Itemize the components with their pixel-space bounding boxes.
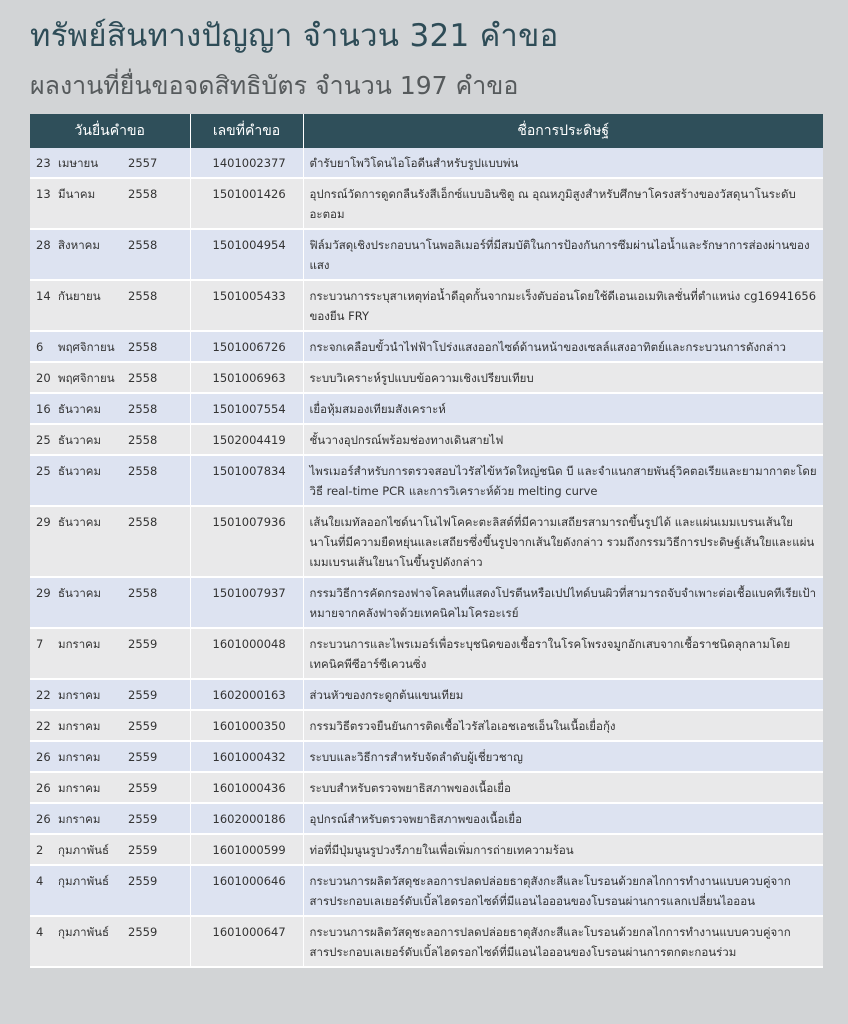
invention-title-cell: กรรมวิธีตรวจยืนยันการติดเชื้อไวรัสไอเอชเอชเอ็นในเนื้อเยื่อกุ้ง [303,710,823,741]
application-number-cell: 1501005433 [190,280,303,331]
table-row [30,424,823,455]
invention-title-cell: ฟิล์มวัสดุเชิงประกอบนาโนพอลิเมอร์ที่มีสมบัติในการป้องกันการซึมผ่านไอน้ำและรักษาการส่องผ่านของแสง [303,229,823,280]
header-invention-title: ชื่อการประดิษฐ์ [303,114,823,148]
invention-title-cell: เส้นใยเมทัลออกไซด์นาโนไฟโคคะตะลิสต์ที่มีความเสถียรสามารถขึ้นรูปได้ และแผ่นเมมเบรนเส้นใยนาโนที่มีความยืดหยุ่นและเสถียรซึ่งขึ้นรูปจากเส้นใยดังกล่าว รวมถึงกรรมวิธีการประดิษฐ์เส้นใยและแผ่นเมมเบรนเส้นใยนาโนขึ้นรูปดังกล่าว [303,506,823,577]
table-body [30,148,823,967]
filing-month: กันยายน [58,289,101,303]
filing-date-cell [30,362,190,393]
invention-title-cell: ชั้นวางอุปกรณ์พร้อมช่องทางเดินสายไฟ [303,424,823,455]
filing-year: 2559 [128,843,158,857]
filing-date-cell [30,772,190,803]
table-row [30,834,823,865]
header-filing-date: วันยื่นคำขอ [30,114,190,148]
filing-month: พฤศจิกายน [58,340,115,354]
table-row [30,916,823,967]
table-row [30,803,823,834]
filing-date-cell [30,803,190,834]
application-number-cell: 1602000163 [190,679,303,710]
application-number-cell: 1501006726 [190,331,303,362]
table-row [30,865,823,916]
filing-year: 2558 [128,402,158,416]
application-number-cell: 1401002377 [190,148,303,178]
filing-year: 2558 [128,289,158,303]
filing-date-cell [30,506,190,577]
filing-date-cell [30,424,190,455]
table-row [30,362,823,393]
application-number-cell: 1501004954 [190,229,303,280]
filing-date-cell [30,455,190,506]
table-header-row [30,114,823,148]
filing-month: มีนาคม [58,187,96,201]
table-row [30,393,823,424]
filing-day: 23 [36,156,51,170]
filing-month: มกราคม [58,637,101,651]
filing-date-cell [30,741,190,772]
filing-year: 2558 [128,464,158,478]
table-row [30,772,823,803]
filing-month: มกราคม [58,750,101,764]
filing-date-cell [30,628,190,679]
application-number-cell: 1501007937 [190,577,303,628]
table-row [30,577,823,628]
application-number-cell: 1502004419 [190,424,303,455]
table-row [30,506,823,577]
filing-month: มกราคม [58,781,101,795]
filing-year: 2558 [128,187,158,201]
filing-year: 2559 [128,750,158,764]
filing-day: 13 [36,187,51,201]
filing-day: 4 [36,874,44,888]
filing-date-cell [30,229,190,280]
filing-month: ธันวาคม [58,464,102,478]
application-number-cell: 1601000436 [190,772,303,803]
filing-month: มกราคม [58,812,101,826]
filing-date-cell [30,916,190,967]
filing-day: 22 [36,688,51,702]
filing-month: เมษายน [58,156,99,170]
filing-year: 2559 [128,781,158,795]
filing-date-cell [30,331,190,362]
filing-month: กุมภาพันธ์ [58,843,110,857]
filing-day: 29 [36,586,51,600]
invention-title-cell: ระบบสำหรับตรวจพยาธิสภาพของเนื้อเยื่อ [303,772,823,803]
application-number-cell: 1501001426 [190,178,303,229]
filing-day: 26 [36,750,51,764]
table-row [30,741,823,772]
application-number-cell: 1602000186 [190,803,303,834]
filing-date-cell [30,679,190,710]
filing-month: ธันวาคม [58,515,102,529]
filing-month: มกราคม [58,688,101,702]
filing-day: 25 [36,433,51,447]
filing-day: 6 [36,340,44,354]
invention-title-cell: ระบบและวิธีการสำหรับจัดลำดับผู้เชี่ยวชาญ [303,741,823,772]
filing-year: 2559 [128,637,158,651]
filing-month: ธันวาคม [58,586,102,600]
filing-year: 2558 [128,340,158,354]
invention-title-cell: กระบวนการผลิตวัสดุชะลอการปลดปล่อยธาตุสังกะสีและโบรอนด้วยกลไกการทำงานแบบควบคู่จากสารประกอบเลเยอร์ดับเบิ้ลไฮดรอกไซด์ที่มีแอนไอออนของโบรอนผ่านการแลกเปลี่ยนไอออน [303,865,823,916]
filing-day: 29 [36,515,51,529]
table-row [30,178,823,229]
filing-day: 16 [36,402,51,416]
filing-day: 4 [36,925,44,939]
table-row [30,628,823,679]
page-subtitle: ผลงานที่ยื่นขอจดสิทธิบัตร จำนวน 197 คำขอ [30,71,519,100]
filing-year: 2559 [128,812,158,826]
filing-year: 2558 [128,515,158,529]
application-number-cell: 1601000432 [190,741,303,772]
filing-day: 2 [36,843,44,857]
application-number-cell: 1601000646 [190,865,303,916]
filing-year: 2557 [128,156,158,170]
filing-day: 7 [36,637,44,651]
filing-year: 2558 [128,238,158,252]
filing-day: 25 [36,464,51,478]
filing-year: 2559 [128,925,158,939]
patent-table [30,114,823,968]
filing-month: กุมภาพันธ์ [58,874,110,888]
invention-title-cell: ระบบวิเคราะห์รูปแบบข้อความเชิงเปรียบเทียบ [303,362,823,393]
table-row [30,455,823,506]
application-number-cell: 1601000599 [190,834,303,865]
filing-year: 2558 [128,433,158,447]
application-number-cell: 1501006963 [190,362,303,393]
filing-year: 2558 [128,586,158,600]
invention-title-cell: อุปกรณ์วัดการดูดกลืนรังสีเอ็กซ์แบบอินซิตู ณ อุณหภูมิสูงสำหรับศึกษาโครงสร้างของวัสดุนาโนระดับอะตอม [303,178,823,229]
application-number-cell: 1601000048 [190,628,303,679]
filing-year: 2559 [128,874,158,888]
invention-title-cell: กระบวนการระบุสาเหตุท่อน้ำดีอุดกั้นจากมะเร็งตับอ่อนโดยใช้ดีเอนเอเมทิเลชั่นที่ตำแหน่ง cg16941656 ของยีน FRY [303,280,823,331]
filing-month: ธันวาคม [58,433,102,447]
invention-title-cell: ท่อที่มีปุ่มนูนรูปวงรีภายในเพื่อเพิ่มการถ่ายเทความร้อน [303,834,823,865]
filing-year: 2559 [128,688,158,702]
invention-title-cell: กระบวนการและไพรเมอร์เพื่อระบุชนิดของเชื้อราในโรคโพรงจมูกอักเสบจากเชื้อราชนิดลุกลามโดยเทคนิคพีซีอาร์ซีเควนซิ่ง [303,628,823,679]
filing-month: พฤศจิกายน [58,371,115,385]
application-number-cell: 1501007834 [190,455,303,506]
application-number-cell: 1601000647 [190,916,303,967]
table-row [30,679,823,710]
table-row [30,280,823,331]
filing-date-cell [30,865,190,916]
page-title: ทรัพย์สินทางปัญญา จำนวน 321 คำขอ [30,18,559,54]
filing-month: สิงหาคม [58,238,100,252]
invention-title-cell: กระบวนการผลิตวัสดุชะลอการปลดปล่อยธาตุสังกะสีและโบรอนด้วยกลไกการทำงานแบบควบคู่จากสารประกอบเลเยอร์ดับเบิ้ลไฮดรอกไซด์ที่มีแอนไอออนของโบรอนผ่านการตกตะกอนร่วม [303,916,823,967]
filing-day: 26 [36,812,51,826]
header-application-number: เลขที่คำขอ [190,114,303,148]
filing-month: มกราคม [58,719,101,733]
filing-date-cell [30,577,190,628]
application-number-cell: 1501007554 [190,393,303,424]
table-row [30,229,823,280]
table-row [30,331,823,362]
filing-day: 14 [36,289,51,303]
filing-date-cell [30,148,190,178]
invention-title-cell: ไพรเมอร์สำหรับการตรวจสอบไวรัสไข้หวัดใหญ่ชนิด บี และจำแนกสายพันธุ์วิคตอเรียและยามากาตะโดยวิธี real-time PCR และการวิเคราะห์ด้วย melting curve [303,455,823,506]
filing-date-cell [30,280,190,331]
filing-date-cell [30,393,190,424]
invention-title-cell: เยื่อหุ้มสมองเทียมสังเคราะห์ [303,393,823,424]
filing-year: 2558 [128,371,158,385]
filing-date-cell [30,178,190,229]
filing-day: 22 [36,719,51,733]
table-row [30,148,823,178]
filing-month: ธันวาคม [58,402,102,416]
invention-title-cell: อุปกรณ์สำหรับตรวจพยาธิสภาพของเนื้อเยื่อ [303,803,823,834]
filing-date-cell [30,834,190,865]
invention-title-cell: กระจกเคลือบขั้วนำไฟฟ้าโปร่งแสงออกไซด์ด้านหน้าของเซลล์แสงอาทิตย์และกระบวนการดังกล่าว [303,331,823,362]
filing-day: 20 [36,371,51,385]
application-number-cell: 1601000350 [190,710,303,741]
application-number-cell: 1501007936 [190,506,303,577]
filing-date-cell [30,710,190,741]
invention-title-cell: ส่วนหัวของกระดูกต้นแขนเทียม [303,679,823,710]
filing-year: 2559 [128,719,158,733]
filing-month: กุมภาพันธ์ [58,925,110,939]
invention-title-cell: กรรมวิธีการคัดกรองฟาจโคลนที่แสดงโปรตีนหรือเปปไทด์บนผิวที่สามารถจับจำเพาะต่อเชื้อแบคทีเรียเป้าหมายจากคลังฟาจด้วยเทคนิคไมโครอะเรย์ [303,577,823,628]
table-row [30,710,823,741]
filing-day: 26 [36,781,51,795]
invention-title-cell: ตำรับยาโพวิโดนไอโอดีนสำหรับรูปแบบพ่น [303,148,823,178]
filing-day: 28 [36,238,51,252]
